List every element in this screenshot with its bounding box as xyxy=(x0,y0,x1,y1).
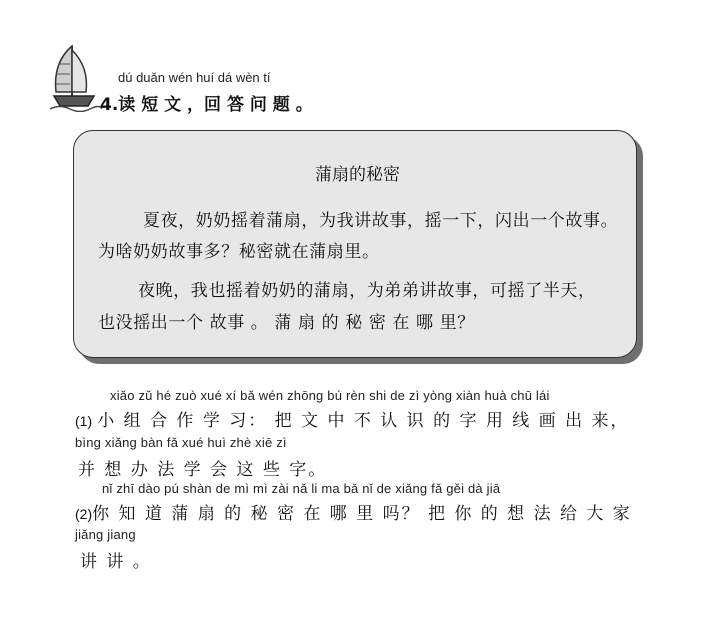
question-2-pinyin-continued: jiǎng jiang xyxy=(75,527,136,542)
exercise-number: 4. xyxy=(100,95,119,115)
sailboat-icon xyxy=(50,40,102,112)
question-1 xyxy=(75,406,630,431)
question-2 xyxy=(75,499,632,524)
question-2-number: (2) xyxy=(75,506,93,522)
question-2-text-continued: 讲 讲 。 xyxy=(80,552,152,572)
story-line: 为啥奶奶故事多？秘密就在蒲扇里。 xyxy=(98,242,380,262)
exercise-title: 读 短 文 ，回 答 问 题 。 xyxy=(118,95,313,115)
question-1-text-continued: 并 想 办 法 学 会 这 些 字。 xyxy=(78,460,328,480)
story-title: 蒲扇的秘密 xyxy=(315,165,400,185)
exercise-heading xyxy=(100,90,313,115)
question-2-text: 你 知 道 蒲 扇 的 秘 密 在 哪 里 吗？ 把 你 的 想 法 给 大 家 xyxy=(92,504,632,524)
question-1-text: 小 组 合 作 学 习： 把 文 中 不 认 识 的 字 用 线 画 出 来， xyxy=(97,411,630,431)
story-line: 夏夜，奶奶摇着蒲扇，为我讲故事，摇一下，闪出一个故事。 xyxy=(143,211,619,231)
story-line: 夜晚，我也摇着奶奶的蒲扇，为弟弟讲故事，可摇了半天， xyxy=(138,281,596,301)
question-1-pinyin-continued: bìng xiǎng bàn fǎ xué huì zhè xiē zì xyxy=(75,435,287,450)
question-2-pinyin: nǐ zhī dào pú shàn de mì mì zài nǎ li ma bǎ nǐ de xiǎng fǎ gěi dà jiā xyxy=(102,481,501,496)
story-line: 也没摇出一个 故事 。 蒲 扇 的 秘 密 在 哪 里？ xyxy=(98,313,475,333)
question-1-pinyin: xiǎo zǔ hé zuò xué xí bǎ wén zhōng bú rèn shi de zì yòng xiàn huà chū lái xyxy=(110,388,550,403)
question-1-number: (1) xyxy=(75,413,93,429)
header-pinyin: dú duǎn wén huí dá wèn tí xyxy=(118,70,271,85)
